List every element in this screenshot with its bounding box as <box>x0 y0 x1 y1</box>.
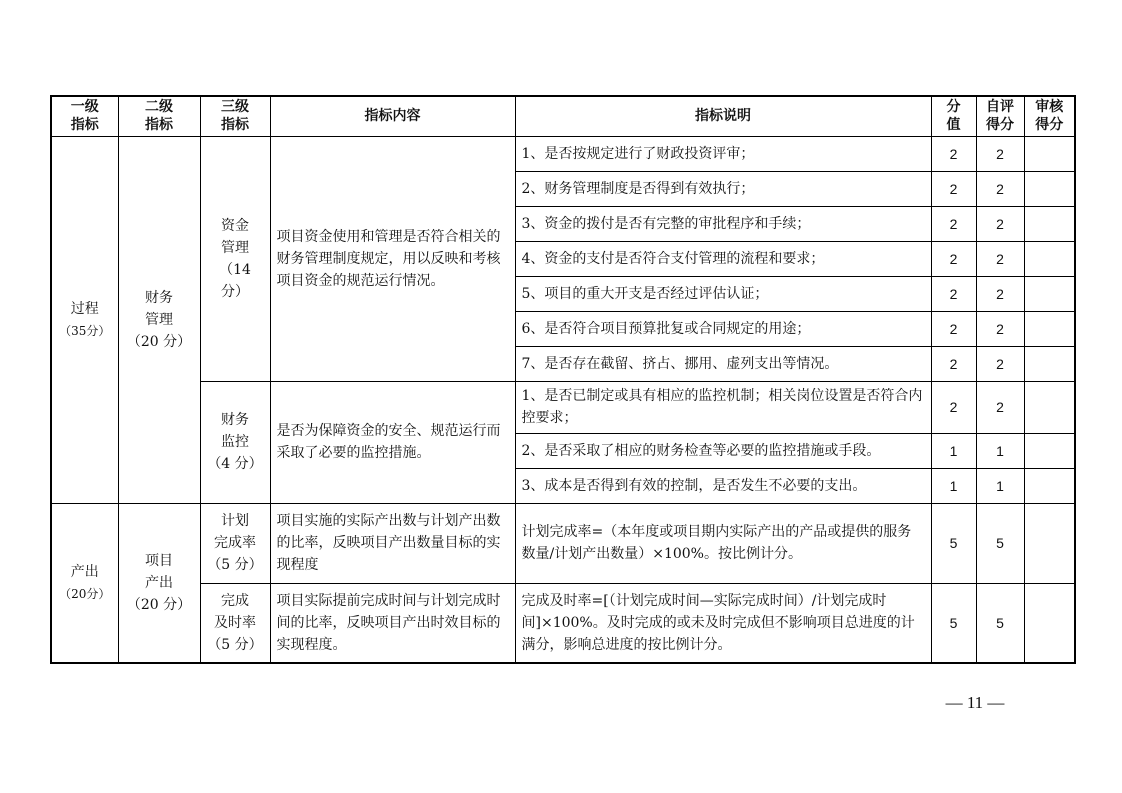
audit-score-cell <box>1024 241 1075 276</box>
score-cell: 2 <box>931 206 976 241</box>
header-self-score: 自评 得分 <box>976 96 1024 136</box>
level2-finance: 财务 管理 （20 分） <box>118 136 200 503</box>
content-monitor: 是否为保障资金的安全、规范运行而采取了必要的监控措施。 <box>270 381 515 503</box>
self-score-cell: 2 <box>976 381 1024 433</box>
score-cell: 5 <box>931 583 976 663</box>
desc-cell: 完成及时率=[（计划完成时间—实际完成时间）/计划完成时间]×100%。及时完成的或未及时完成但不影响项目总进度的计满分，影响总进度的按比例计分。 <box>515 583 931 663</box>
self-score-cell: 5 <box>976 503 1024 583</box>
score-cell: 2 <box>931 136 976 171</box>
audit-score-cell <box>1024 136 1075 171</box>
audit-score-cell <box>1024 311 1075 346</box>
score-cell: 2 <box>931 241 976 276</box>
level3-fund: 资金 管理 （14 分） <box>200 136 270 381</box>
audit-score-cell <box>1024 276 1075 311</box>
desc-cell: 4、资金的支付是否符合支付管理的流程和要求； <box>515 241 931 276</box>
level2-project-output: 项目 产出 （20 分） <box>118 503 200 663</box>
audit-score-cell <box>1024 433 1075 468</box>
desc-cell: 1、是否按规定进行了财政投资评审； <box>515 136 931 171</box>
content-timely: 项目实际提前完成时间与计划完成时间的比率，反映项目产出时效目标的实现程度。 <box>270 583 515 663</box>
self-score-cell: 2 <box>976 276 1024 311</box>
self-score-cell: 2 <box>976 311 1024 346</box>
self-score-cell: 2 <box>976 346 1024 381</box>
header-level1: 一级 指标 <box>51 96 118 136</box>
desc-cell: 3、成本是否得到有效的控制，是否发生不必要的支出。 <box>515 468 931 503</box>
table-row <box>51 381 1075 433</box>
audit-score-cell <box>1024 503 1075 583</box>
level3-timely: 完成 及时率 （5 分） <box>200 583 270 663</box>
score-cell: 1 <box>931 433 976 468</box>
score-cell: 2 <box>931 346 976 381</box>
self-score-cell: 5 <box>976 583 1024 663</box>
evaluation-table <box>50 95 1076 664</box>
desc-cell: 3、资金的拨付是否有完整的审批程序和手续； <box>515 206 931 241</box>
self-score-cell: 1 <box>976 433 1024 468</box>
content-plan: 项目实施的实际产出数与计划产出数的比率，反映项目产出数量目标的实现程度 <box>270 503 515 583</box>
self-score-cell: 2 <box>976 136 1024 171</box>
desc-cell: 2、财务管理制度是否得到有效执行； <box>515 171 931 206</box>
desc-cell: 计划完成率=（本年度或项目期内实际产出的产品或提供的服务数量/计划产出数量）×100%。按比例计分。 <box>515 503 931 583</box>
audit-score-cell <box>1024 583 1075 663</box>
desc-cell: 5、项目的重大开支是否经过评估认证； <box>515 276 931 311</box>
level1-output: 产出 （20分） <box>51 503 118 663</box>
self-score-cell: 2 <box>976 206 1024 241</box>
table-row <box>51 583 1075 663</box>
desc-cell: 1、是否已制定或具有相应的监控机制；相关岗位设置是否符合内控要求； <box>515 381 931 433</box>
score-cell: 2 <box>931 171 976 206</box>
score-cell: 5 <box>931 503 976 583</box>
header-audit-score: 审核 得分 <box>1024 96 1075 136</box>
self-score-cell: 2 <box>976 241 1024 276</box>
header-level3: 三级 指标 <box>200 96 270 136</box>
page-number: — 11 — <box>945 693 1005 712</box>
content-fund: 项目资金使用和管理是否符合相关的财务管理制度规定，用以反映和考核项目资金的规范运行情况。 <box>270 136 515 381</box>
level1-process: 过程 （35分） <box>51 136 118 503</box>
score-cell: 2 <box>931 276 976 311</box>
header-row <box>51 96 1075 136</box>
score-cell: 1 <box>931 468 976 503</box>
header-score: 分 值 <box>931 96 976 136</box>
score-cell: 2 <box>931 311 976 346</box>
desc-cell: 6、是否符合项目预算批复或合同规定的用途； <box>515 311 931 346</box>
audit-score-cell <box>1024 381 1075 433</box>
audit-score-cell <box>1024 206 1075 241</box>
desc-cell: 2、是否采取了相应的财务检查等必要的监控措施或手段。 <box>515 433 931 468</box>
self-score-cell: 1 <box>976 468 1024 503</box>
level3-monitor: 财务 监控 （4 分） <box>200 381 270 503</box>
audit-score-cell <box>1024 346 1075 381</box>
desc-cell: 7、是否存在截留、挤占、挪用、虚列支出等情况。 <box>515 346 931 381</box>
score-cell: 2 <box>931 381 976 433</box>
audit-score-cell <box>1024 468 1075 503</box>
self-score-cell: 2 <box>976 171 1024 206</box>
level3-plan: 计划 完成率 （5 分） <box>200 503 270 583</box>
header-level2: 二级 指标 <box>118 96 200 136</box>
audit-score-cell <box>1024 171 1075 206</box>
table-row <box>51 136 1075 171</box>
table-row <box>51 503 1075 583</box>
header-content: 指标内容 <box>270 96 515 136</box>
header-desc: 指标说明 <box>515 96 931 136</box>
